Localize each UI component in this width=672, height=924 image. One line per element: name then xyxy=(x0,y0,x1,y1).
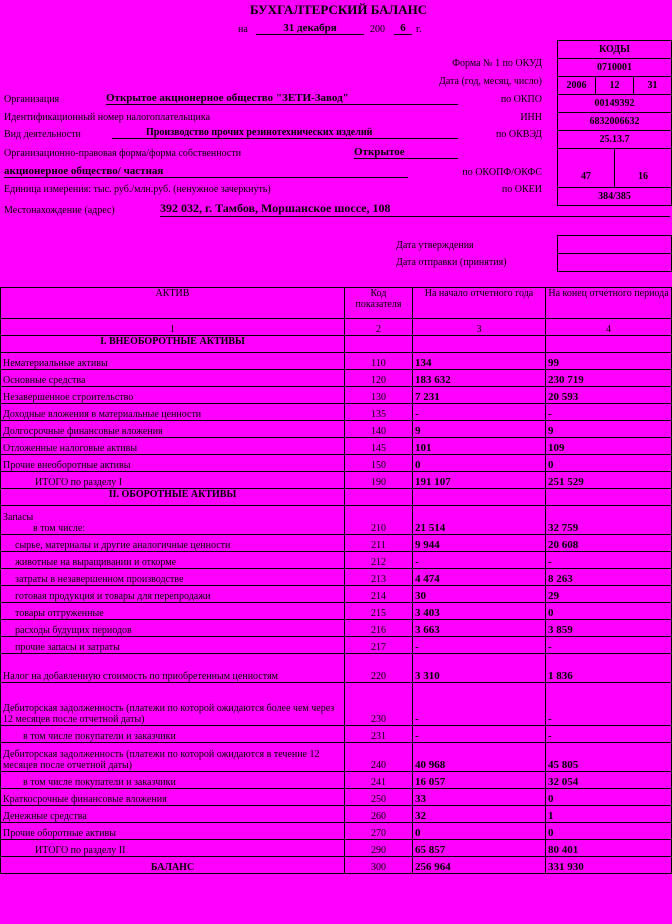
row-name: животные на выращивании и откорме xyxy=(1,552,345,569)
col-number-3: 3 xyxy=(413,319,546,336)
row-end-value: 8 263 xyxy=(546,569,672,586)
row-end-value: - xyxy=(546,404,672,421)
header-end: На конец отчетного периода xyxy=(546,288,672,319)
row-name: Основные средства xyxy=(1,370,345,387)
balance-code: 300 xyxy=(345,857,413,874)
codes-title: КОДЫ xyxy=(599,44,630,55)
row-end-value: - xyxy=(546,637,672,654)
total1-start: 191 107 xyxy=(413,472,546,489)
debt-short-start: 40 968 xyxy=(413,743,546,772)
row-start-value: - xyxy=(413,637,546,654)
debt-long-sub-end: - xyxy=(546,726,672,743)
row-code: 215 xyxy=(345,603,413,620)
total2-code: 290 xyxy=(345,840,413,857)
okopf-okfs-codes xyxy=(558,148,671,187)
activity-label: Вид деятельности xyxy=(4,129,81,140)
row-name: товары отгруженные xyxy=(1,603,345,620)
row-start-value: 9 944 xyxy=(413,535,546,552)
balance-start: 256 964 xyxy=(413,857,546,874)
date-year-code: 2006 xyxy=(566,80,587,91)
row-start-value: 32 xyxy=(413,806,546,823)
row-end-value: 20 593 xyxy=(546,387,672,404)
row-end-value: 0 xyxy=(546,789,672,806)
row-start-value: 4 474 xyxy=(413,569,546,586)
table-row xyxy=(1,455,672,472)
inn-code: 6832006632 xyxy=(558,112,671,130)
date-day-code: 31 xyxy=(633,77,671,94)
date-label: Дата (год, месяц, число) xyxy=(439,76,542,87)
col-number-2: 2 xyxy=(345,319,413,336)
table-row xyxy=(1,806,672,823)
debt-short-name: Дебиторская задолженность (платежи по которой ожидаются в течение 12 месяцев после отчетной даты) xyxy=(1,743,345,772)
row-start-value: 9 xyxy=(413,421,546,438)
address-label: Местонахождение (адрес) xyxy=(4,205,115,216)
page-title: БУХГАЛТЕРСКИЙ БАЛАНС xyxy=(250,2,428,17)
debt-short-row xyxy=(1,743,672,772)
form-value-line1: Открытое xyxy=(354,146,458,159)
section-heading-row xyxy=(1,489,672,506)
nds-name: Налог на добавленную стоимость по приобретенным ценностям xyxy=(1,654,345,683)
row-end-value: 109 xyxy=(546,438,672,455)
balance-table xyxy=(0,287,672,874)
approval-date-field xyxy=(557,235,672,254)
okpo-label: по ОКПО xyxy=(500,94,542,105)
balance-row xyxy=(1,857,672,874)
header-start: На начало отчетного года xyxy=(413,288,546,319)
approval-label: Дата утверждения xyxy=(396,240,474,251)
org-value: Открытое акционерное общество "ЗЕТИ-Завод" xyxy=(106,92,458,105)
row-name: Прочие внеоборотные активы xyxy=(1,455,345,472)
debt-long-sub-code: 231 xyxy=(345,726,413,743)
table-row xyxy=(1,387,672,404)
debt-short-sub-name: в том числе покупатели и заказчики xyxy=(1,772,345,789)
row-name: Денежные средства xyxy=(1,806,345,823)
total1-end: 251 529 xyxy=(546,472,672,489)
row-name: Отложенные налоговые активы xyxy=(1,438,345,455)
row-end-value: 20 608 xyxy=(546,535,672,552)
row-name: Долгосрочные финансовые вложения xyxy=(1,421,345,438)
row-code: 150 xyxy=(345,455,413,472)
total2-start: 65 857 xyxy=(413,840,546,857)
total1-code: 190 xyxy=(345,472,413,489)
row-end-value: - xyxy=(546,552,672,569)
year-unit: г. xyxy=(416,24,422,35)
okved-label: по ОКВЭД xyxy=(496,129,542,140)
org-label: Организация xyxy=(4,94,60,105)
row-code: 140 xyxy=(345,421,413,438)
row-name: Краткосрочные финансовые вложения xyxy=(1,789,345,806)
row-name: сырье, материалы и другие аналогичные ценности xyxy=(1,535,345,552)
nds-code: 220 xyxy=(345,654,413,683)
debt-long-sub-start: - xyxy=(413,726,546,743)
nds-row xyxy=(1,654,672,683)
table-row xyxy=(1,552,672,569)
row-name: прочие запасы и затраты xyxy=(1,637,345,654)
okud-code: 0710001 xyxy=(558,58,671,76)
row-code: 216 xyxy=(345,620,413,637)
row-start-value: 33 xyxy=(413,789,546,806)
row-code: 211 xyxy=(345,535,413,552)
row-start-value: 0 xyxy=(413,823,546,840)
debt-long-code: 230 xyxy=(345,683,413,726)
zapasy-start: 21 514 xyxy=(413,506,546,535)
col-number-1: 1 xyxy=(1,319,345,336)
table-row xyxy=(1,535,672,552)
okfs-code: 16 xyxy=(614,149,671,187)
inn-label: ИНН xyxy=(520,112,542,123)
table-row xyxy=(1,421,672,438)
zapasy-row xyxy=(1,506,672,535)
zapasy-name xyxy=(1,506,345,535)
row-end-value: 9 xyxy=(546,421,672,438)
row-code: 213 xyxy=(345,569,413,586)
table-row xyxy=(1,620,672,637)
row-end-value: 230 719 xyxy=(546,370,672,387)
debt-long-start: - xyxy=(413,683,546,726)
debt-short-sub-code: 241 xyxy=(345,772,413,789)
row-end-value: 1 xyxy=(546,806,672,823)
table-row xyxy=(1,370,672,387)
zapasy-code: 210 xyxy=(345,506,413,535)
debt-short-sub-row xyxy=(1,772,672,789)
nds-end: 1 836 xyxy=(546,654,672,683)
row-name: Нематериальные активы xyxy=(1,353,345,370)
total2-row xyxy=(1,840,672,857)
table-row xyxy=(1,438,672,455)
okud-label: Форма № 1 по ОКУД xyxy=(452,58,542,69)
debt-long-sub-name: в том числе покупатели и заказчики xyxy=(1,726,345,743)
codes-box xyxy=(557,40,672,206)
total2-end: 80 401 xyxy=(546,840,672,857)
row-code: 260 xyxy=(345,806,413,823)
year-prefix: 200 xyxy=(370,24,385,35)
row-start-value: 183 632 xyxy=(413,370,546,387)
row-start-value: 0 xyxy=(413,455,546,472)
row-start-value: 3 663 xyxy=(413,620,546,637)
okved-code: 25.13.7 xyxy=(558,130,671,148)
sent-label: Дата отправки (принятия) xyxy=(396,257,507,268)
debt-long-name: Дебиторская задолженность (платежи по которой ожидаются более чем через 12 месяцев после отчетной даты) xyxy=(1,683,345,726)
row-code: 135 xyxy=(345,404,413,421)
header-asset: АКТИВ xyxy=(1,288,345,319)
unit-label: Единица измерения: тыс. руб./млн.руб. (ненужное зачеркнуть) xyxy=(4,184,271,195)
header-code: Код показателя xyxy=(345,288,413,319)
row-start-value: 7 231 xyxy=(413,387,546,404)
inn-description: Идентификационный номер налогоплательщика xyxy=(4,112,211,123)
row-name: готовая продукция и товары для перепродажи xyxy=(1,586,345,603)
total1-row xyxy=(1,472,672,489)
activity-value: Производство прочих резинотехнических изделий xyxy=(112,127,458,139)
okei-label: по ОКЕИ xyxy=(501,184,542,195)
table-row xyxy=(1,569,672,586)
row-code: 217 xyxy=(345,637,413,654)
row-start-value: 30 xyxy=(413,586,546,603)
okopf-code: 47 xyxy=(581,171,591,182)
row-name: Доходные вложения в материальные ценности xyxy=(1,404,345,421)
debt-short-sub-end: 32 054 xyxy=(546,772,672,789)
debt-short-code: 240 xyxy=(345,743,413,772)
row-start-value: 134 xyxy=(413,353,546,370)
row-code: 130 xyxy=(345,387,413,404)
debt-short-sub-start: 16 057 xyxy=(413,772,546,789)
balance-end: 331 930 xyxy=(546,857,672,874)
nds-start: 3 310 xyxy=(413,654,546,683)
year-suffix-field: 6 xyxy=(394,22,412,35)
zapasy-end: 32 759 xyxy=(546,506,672,535)
row-end-value: 0 xyxy=(546,455,672,472)
row-code: 145 xyxy=(345,438,413,455)
report-day-field: 31 декабря xyxy=(256,22,364,35)
zapasy-sub: в том числе: xyxy=(33,523,86,534)
table-row xyxy=(1,789,672,806)
row-name: расходы будущих периодов xyxy=(1,620,345,637)
table-row xyxy=(1,603,672,620)
row-code: 250 xyxy=(345,789,413,806)
row-name: Незавершенное строительство xyxy=(1,387,345,404)
table-row xyxy=(1,637,672,654)
row-end-value: 29 xyxy=(546,586,672,603)
total2-name: ИТОГО по разделу II xyxy=(1,840,345,857)
section1-title: I. ВНЕОБОРОТНЫЕ АКТИВЫ xyxy=(1,336,345,353)
date-month-code: 12 xyxy=(595,77,633,94)
row-start-value: - xyxy=(413,404,546,421)
table-row xyxy=(1,353,672,370)
balance-name: БАЛАНС xyxy=(1,857,345,874)
table-row xyxy=(1,586,672,603)
debt-long-sub-row xyxy=(1,726,672,743)
address-value: 392 032, г. Тамбов, Моршанское шоссе, 108 xyxy=(160,201,670,217)
row-code: 214 xyxy=(345,586,413,603)
column-number-row xyxy=(1,319,672,336)
row-code: 212 xyxy=(345,552,413,569)
table-row xyxy=(1,823,672,840)
debt-long-row xyxy=(1,683,672,726)
table-header-row xyxy=(1,288,672,319)
row-start-value: 101 xyxy=(413,438,546,455)
row-code: 110 xyxy=(345,353,413,370)
row-name: затраты в незавершенном производстве xyxy=(1,569,345,586)
section-heading-row xyxy=(1,336,672,353)
col-number-4: 4 xyxy=(546,319,672,336)
report-date-codes xyxy=(558,76,671,94)
row-end-value: 3 859 xyxy=(546,620,672,637)
total1-name: ИТОГО по разделу I xyxy=(1,472,345,489)
zapasy-label: Запасы xyxy=(3,512,34,523)
row-name: Прочие оборотные активы xyxy=(1,823,345,840)
row-start-value: 3 403 xyxy=(413,603,546,620)
date-prefix: на xyxy=(238,24,248,35)
sent-date-field xyxy=(557,253,672,272)
okei-code: 384/385 xyxy=(558,187,671,205)
row-end-value: 99 xyxy=(546,353,672,370)
row-end-value: 0 xyxy=(546,823,672,840)
section2-title: II. ОБОРОТНЫЕ АКТИВЫ xyxy=(1,489,345,506)
okopf-label: по ОКОПФ/ОКФС xyxy=(462,167,542,178)
table-row xyxy=(1,404,672,421)
row-start-value: - xyxy=(413,552,546,569)
form-value-line2: акционерное общество/ частная xyxy=(4,165,408,178)
debt-short-end: 45 805 xyxy=(546,743,672,772)
row-end-value: 0 xyxy=(546,603,672,620)
form-label: Организационно-правовая форма/форма собственности xyxy=(4,148,242,159)
debt-long-end: - xyxy=(546,683,672,726)
okpo-code: 00149392 xyxy=(558,94,671,112)
row-code: 270 xyxy=(345,823,413,840)
row-code: 120 xyxy=(345,370,413,387)
